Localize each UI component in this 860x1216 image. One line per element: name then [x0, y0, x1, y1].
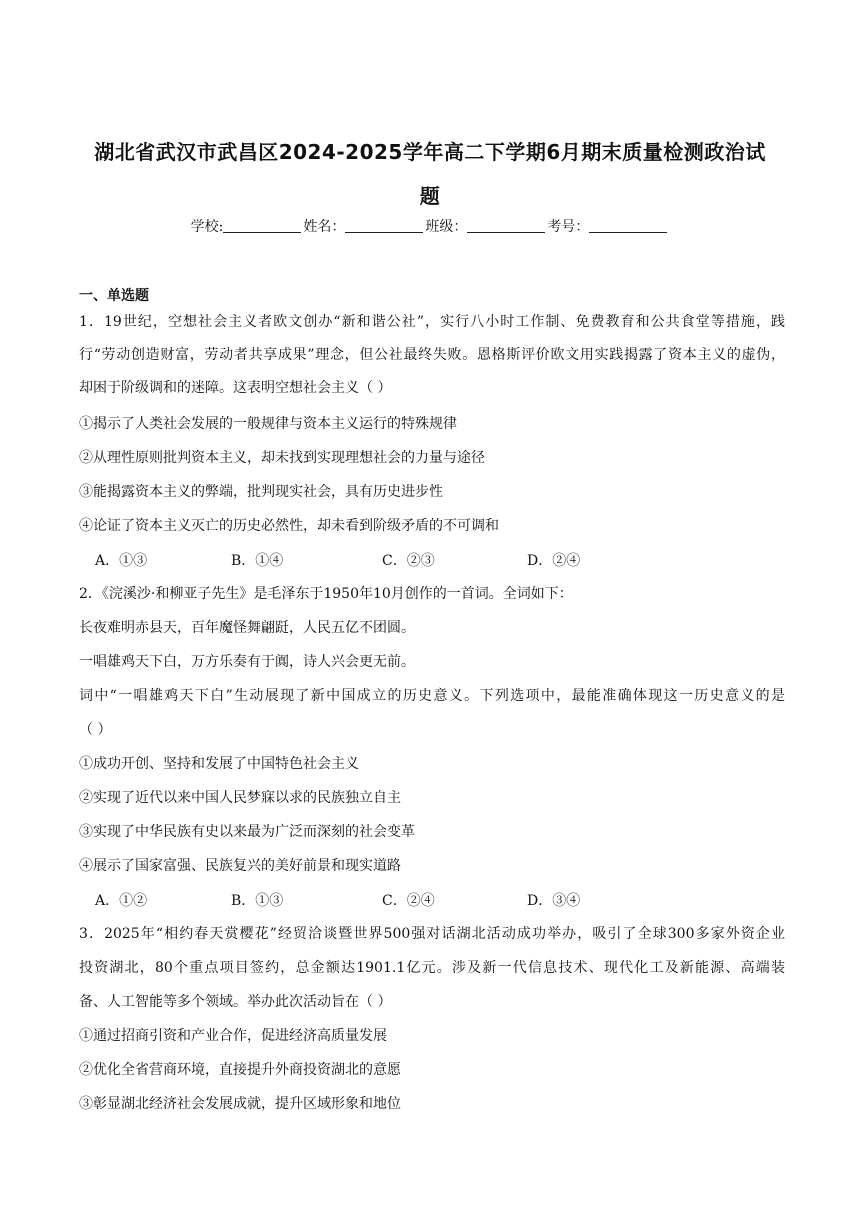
q1-statement: ③能揭露资本主义的弊端，批判现实社会，具有历史进步性 — [79, 484, 443, 500]
q2-poem-line: 一唱雄鸡天下白，万方乐奏有于阗，诗人兴会更无前。 — [79, 654, 415, 670]
exam-number-blank — [589, 218, 667, 233]
school-label: 学校: — [190, 219, 224, 235]
q3-stem-line: 3．2025年“相约春天赏樱花”经贸洽谈暨世界500强对话湖北活动成功举办，吸引了全球300多家外资企业 — [79, 926, 785, 942]
q2-stem-line: 词中“一唱雄鸡天下白”生动展现了新中国成立的历史意义。下列选项中，最能准确体现这一历史意义的是 — [79, 688, 785, 704]
document-title-line-2: 题 — [419, 184, 441, 208]
q2-option-a[interactable]: A．①② — [95, 893, 148, 909]
q1-stem-line: 1．19世纪，空想社会主义者欧文创办“新和谐公社”，实行八小时工作制、免费教育和公共食堂等措施，践 — [79, 314, 785, 330]
q1-statement: ④论证了资本主义灭亡的历史必然性，却未看到阶级矛盾的不可调和 — [79, 518, 499, 534]
q1-option-b[interactable]: B．①④ — [231, 553, 284, 569]
q1-options — [95, 549, 580, 573]
q2-options — [95, 889, 580, 913]
q3-stem-line: 投资湖北，80个重点项目签约，总金额达1901.1亿元。涉及新一代信息技术、现代化工及新能源、高端装 — [79, 960, 785, 976]
school-blank — [223, 218, 301, 233]
q1-stem-line: 行“劳动创造财富，劳动者共享成果”理念，但公社最终失败。恩格斯评价欧文用实践揭露了资本主义的虚伪， — [79, 347, 785, 363]
q2-stem-line: 2．《浣溪沙·和柳亚子先生》是毛泽东于1950年10月创作的一首词。全词如下： — [79, 586, 573, 602]
class-label: 班级： — [425, 219, 468, 235]
name-label: 姓名： — [303, 219, 346, 235]
name-blank — [345, 218, 423, 233]
q1-option-a[interactable]: A．①③ — [95, 553, 148, 569]
q1-statement: ②从理性原则批判资本主义，却未找到实现理想社会的力量与途径 — [79, 450, 485, 466]
q2-statement: ②实现了近代以来中国人民梦寐以求的民族独立自主 — [79, 790, 401, 806]
q1-stem-line: 却困于阶级调和的迷障。这表明空想社会主义（ ） — [79, 380, 392, 396]
q3-statement: ③彰显湖北经济社会发展成就，提升区域形象和地位 — [79, 1096, 401, 1112]
class-blank — [467, 218, 545, 233]
q2-stem-line: （ ） — [79, 722, 112, 738]
q3-statement: ②优化全省营商环境，直接提升外商投资湖北的意愿 — [79, 1062, 401, 1078]
document-title-line-1: 湖北省武汉市武昌区2024-2025学年高二下学期6月期末质量检测政治试 — [94, 140, 766, 164]
q1-option-c[interactable]: C．②③ — [382, 553, 435, 569]
q1-statement: ①揭示了人类社会发展的一般规律与资本主义运行的特殊规律 — [79, 416, 457, 432]
q3-stem-line: 备、人工智能等多个领域。举办此次活动旨在（ ） — [79, 994, 392, 1010]
student-info-line — [0, 214, 860, 240]
q2-statement: ③实现了中华民族有史以来最为广泛而深刻的社会变革 — [79, 824, 415, 840]
q2-statement: ④展示了国家富强、民族复兴的美好前景和现实道路 — [79, 858, 401, 874]
q2-statement: ①成功开创、坚持和发展了中国特色社会主义 — [79, 756, 359, 772]
section-heading: 一、单选题 — [79, 288, 149, 304]
q1-option-d[interactable]: D．②④ — [527, 553, 581, 569]
q2-option-b[interactable]: B．①③ — [231, 893, 284, 909]
q2-option-c[interactable]: C．②④ — [382, 893, 435, 909]
exam-number-label: 考号： — [547, 219, 590, 235]
q3-statement: ①通过招商引资和产业合作，促进经济高质量发展 — [79, 1028, 387, 1044]
q2-poem-line: 长夜难明赤县天，百年魔怪舞翩跹，人民五亿不团圆。 — [79, 620, 415, 636]
q2-option-d[interactable]: D．③④ — [527, 893, 581, 909]
